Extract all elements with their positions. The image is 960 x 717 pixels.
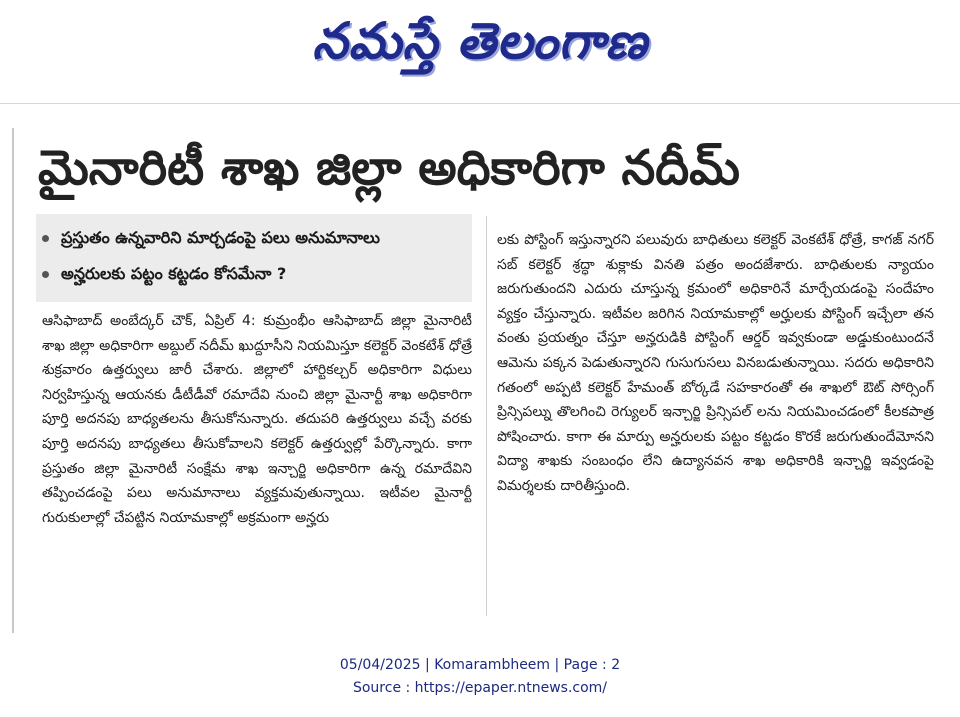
summary-bullet <box>42 228 380 251</box>
column-divider <box>486 216 487 616</box>
summary-bullet-text: ప్రస్తుతం ఉన్నవారిని మార్చడంపై పలు అనుమానాలు <box>61 228 380 247</box>
summary-bullet <box>42 264 286 287</box>
article-column-right <box>497 228 934 499</box>
footer-source[interactable]: Source : https://epaper.ntnews.com/ <box>352 680 608 696</box>
bullet-dot-icon <box>42 271 49 278</box>
footer-date-page: 05/04/2025 | Komarambheem | Page : 2 <box>339 657 621 673</box>
article-body-right: లకు పోస్టింగ్ ఇస్తున్నారని పలువురు బాధితులు కలెక్టర్ వెంకటేశ్ ధోత్రే, కాగజ్ నగర్ సబ్ కలెక్టర్ శ్రద్ధా శుక్లాకు వినతి పత్రం అందజేశారు. బాధితులకు న్యాయం జరుగుతుందని ఎదురు చూస్తున్న క్రమంలో అధికారినే మార్చేయడంపై సందేహం వ్యక్తం చేస్తున్నారు. ఇటీవల జరిగిన నియామకాల్లో అర్హులకు పోస్టింగ్ ఇచ్చేలా తన వంతు ప్రయత్నం చేస్తూ అన్హరుడికి పోస్టింగ్ ఆర్డర్ ఇవ్వకుండా అడ్డుకుంటుందనే ఆమెను పక్కన పెడుతున్నారని గుసుగుసలు వినబడుతున్నాయి. సదరు అధికారిని గతంలో అప్పటి కలెక్టర్ హేమంత్ బోర్కడే సహకారంతో ఈ శాఖలో ఔట్ సోర్సింగ్ ప్రిన్సిపల్ను తొలగించి రెగ్యులర్ ఇన్చార్జి ప్రిన్సిపల్ లను నియమించడంలో కీలకపాత్ర పోషించారు. కాగా ఈ మార్పు అన్హరులకు పట్టం కట్టడం కొరకే జరుగుతుందేమోనని విద్యా శాఖకు సంబంధం లేని ఉద్యానవన శాఖ అధికారికి ఇన్చార్జి ఇవ్వడంపై విమర్శలకు దారితీస్తుంది. <box>497 232 934 494</box>
masthead-divider <box>0 103 960 104</box>
summary-box <box>36 214 472 302</box>
summary-bullet-text: అన్హరులకు పట్టం కట్టడం కోసమేనా ? <box>61 264 287 283</box>
newspaper-logo: నమస్తే తెలంగాణ <box>312 12 648 70</box>
article-body-left: ఆసిఫాబాద్ అంబేద్కర్ చౌక్, ఏప్రిల్ 4: కుమ్రంభీం ఆసిఫాబాద్ జిల్లా మైనారిటీ శాఖ జిల్లా అధికారిగా అబ్దుల్ నదీమ్ ఖుద్దూసీని నియమిస్తూ కలెక్టర్ వెంకటేశ్ ధోత్రే శుక్రవారం ఉత్తర్వులు జారీ చేశారు. జిల్లాలో హార్టికల్చర్ అధికారిగా విధులు నిర్వహిస్తున్న ఆయనకు డీటీడీవో రమాదేవి నుంచి జిల్లా మైనార్టీ శాఖ అధికారిగా పూర్తి అదనపు బాధ్యతలను తీసుకోనున్నారు. తదుపరి ఉత్తర్వులు వచ్చే వరకు పూర్తి అదనపు బాధ్యతలు తీసుకోవాలని కలెక్టర్ ఉత్తర్వుల్లో పేర్కొన్నారు. కాగా ప్రస్తుతం జిల్లా మైనారిటీ సంక్షేమ శాఖ ఇన్చార్జి అధికారిగా ఉన్న రమాదేవిని తప్పించడంపై పలు అనుమానాలు వ్యక్తమవుతున్నాయి. ఇటీవల మైనార్టీ గురుకులాల్లో చేపట్టిన నియామకాల్లో అక్రమంగా అన్హరు <box>42 313 472 526</box>
article-column-left <box>42 309 472 530</box>
article-headline: మైనారిటీ శాఖ జిల్లా అధికారిగా నదీమ్ <box>38 140 740 196</box>
masthead <box>0 0 960 100</box>
bullet-dot-icon <box>42 235 49 242</box>
